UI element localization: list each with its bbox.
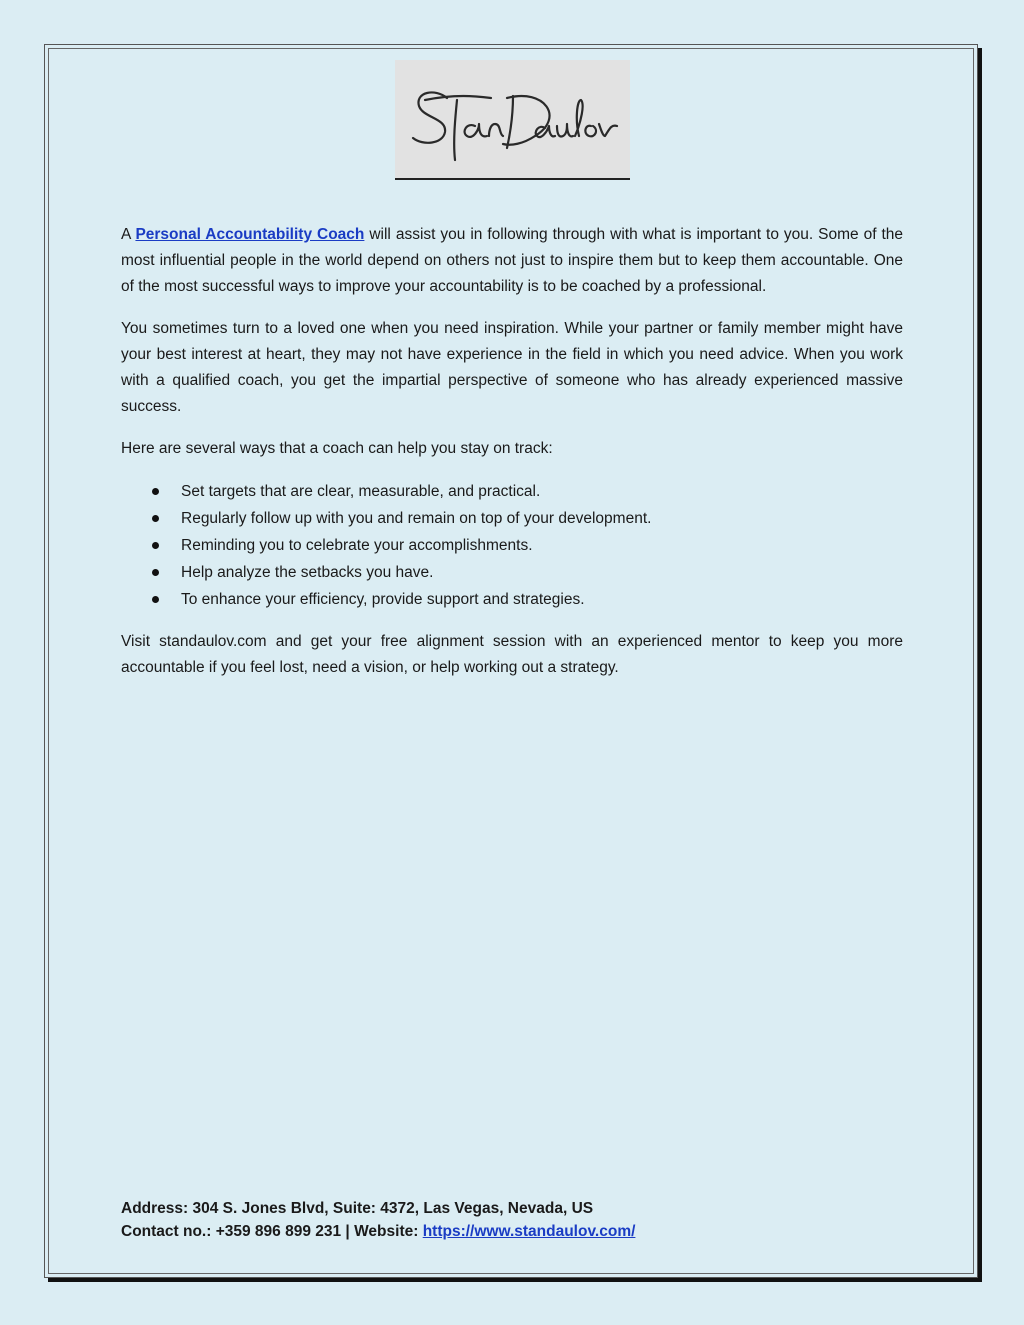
closing-paragraph: Visit standaulov.com and get your free alignment session with an experienced mentor to keep you more accountable if you feel lost, need a vision, or help working out a strategy. (121, 633, 903, 676)
website-link[interactable]: https://www.standaulov.com/ (422, 1223, 636, 1240)
list-item-text: Set targets that are clear, measurable, and practical. (181, 483, 541, 500)
list-item-text: To enhance your efficiency, provide support and strategies. (181, 591, 585, 608)
loved-one-paragraph: You sometimes turn to a loved one when you need inspiration. While your partner or family member might have your best interest at heart, they may not have experience in the field in which you need advice. When you work with a qualified coach, you get the impartial perspective of someone who has already experienced massive success. (121, 320, 903, 415)
list-item (121, 559, 903, 586)
footer (121, 1197, 903, 1243)
footer-contact-text: Contact no.: +359 896 899 231 | Website: (121, 1223, 423, 1240)
signature-logo-icon (395, 60, 630, 178)
bullet-icon (152, 569, 159, 576)
brand-logo (395, 60, 630, 180)
bullet-icon (152, 488, 159, 495)
list-item (121, 586, 903, 613)
bullet-icon (152, 542, 159, 549)
intro-prefix: A (121, 226, 136, 243)
ways-list (121, 478, 903, 613)
list-item-text: Help analyze the setbacks you have. (181, 564, 434, 581)
bullet-icon (152, 596, 159, 603)
intro-paragraph (121, 222, 903, 300)
list-item (121, 505, 903, 532)
main-content (121, 222, 903, 697)
list-item (121, 532, 903, 559)
list-item (121, 478, 903, 505)
list-item-text: Regularly follow up with you and remain on top of your development. (181, 510, 652, 527)
ways-intro-paragraph: Here are several ways that a coach can help you stay on track: (121, 440, 553, 457)
bullet-icon (152, 515, 159, 522)
footer-contact (121, 1220, 903, 1243)
list-item-text: Reminding you to celebrate your accomplishments. (181, 537, 533, 554)
personal-accountability-coach-link[interactable]: Personal Accountability Coach (135, 226, 365, 243)
footer-address: Address: 304 S. Jones Blvd, Suite: 4372, Las Vegas, Nevada, US (121, 1200, 594, 1217)
intro-suffix: will assist you in following through with what is important to you. Some of the most influential people in the world depend on others not just to inspire them but to keep them accountable. One of the most successful ways to improve your accountability is to be coached by a professional. (121, 226, 904, 295)
